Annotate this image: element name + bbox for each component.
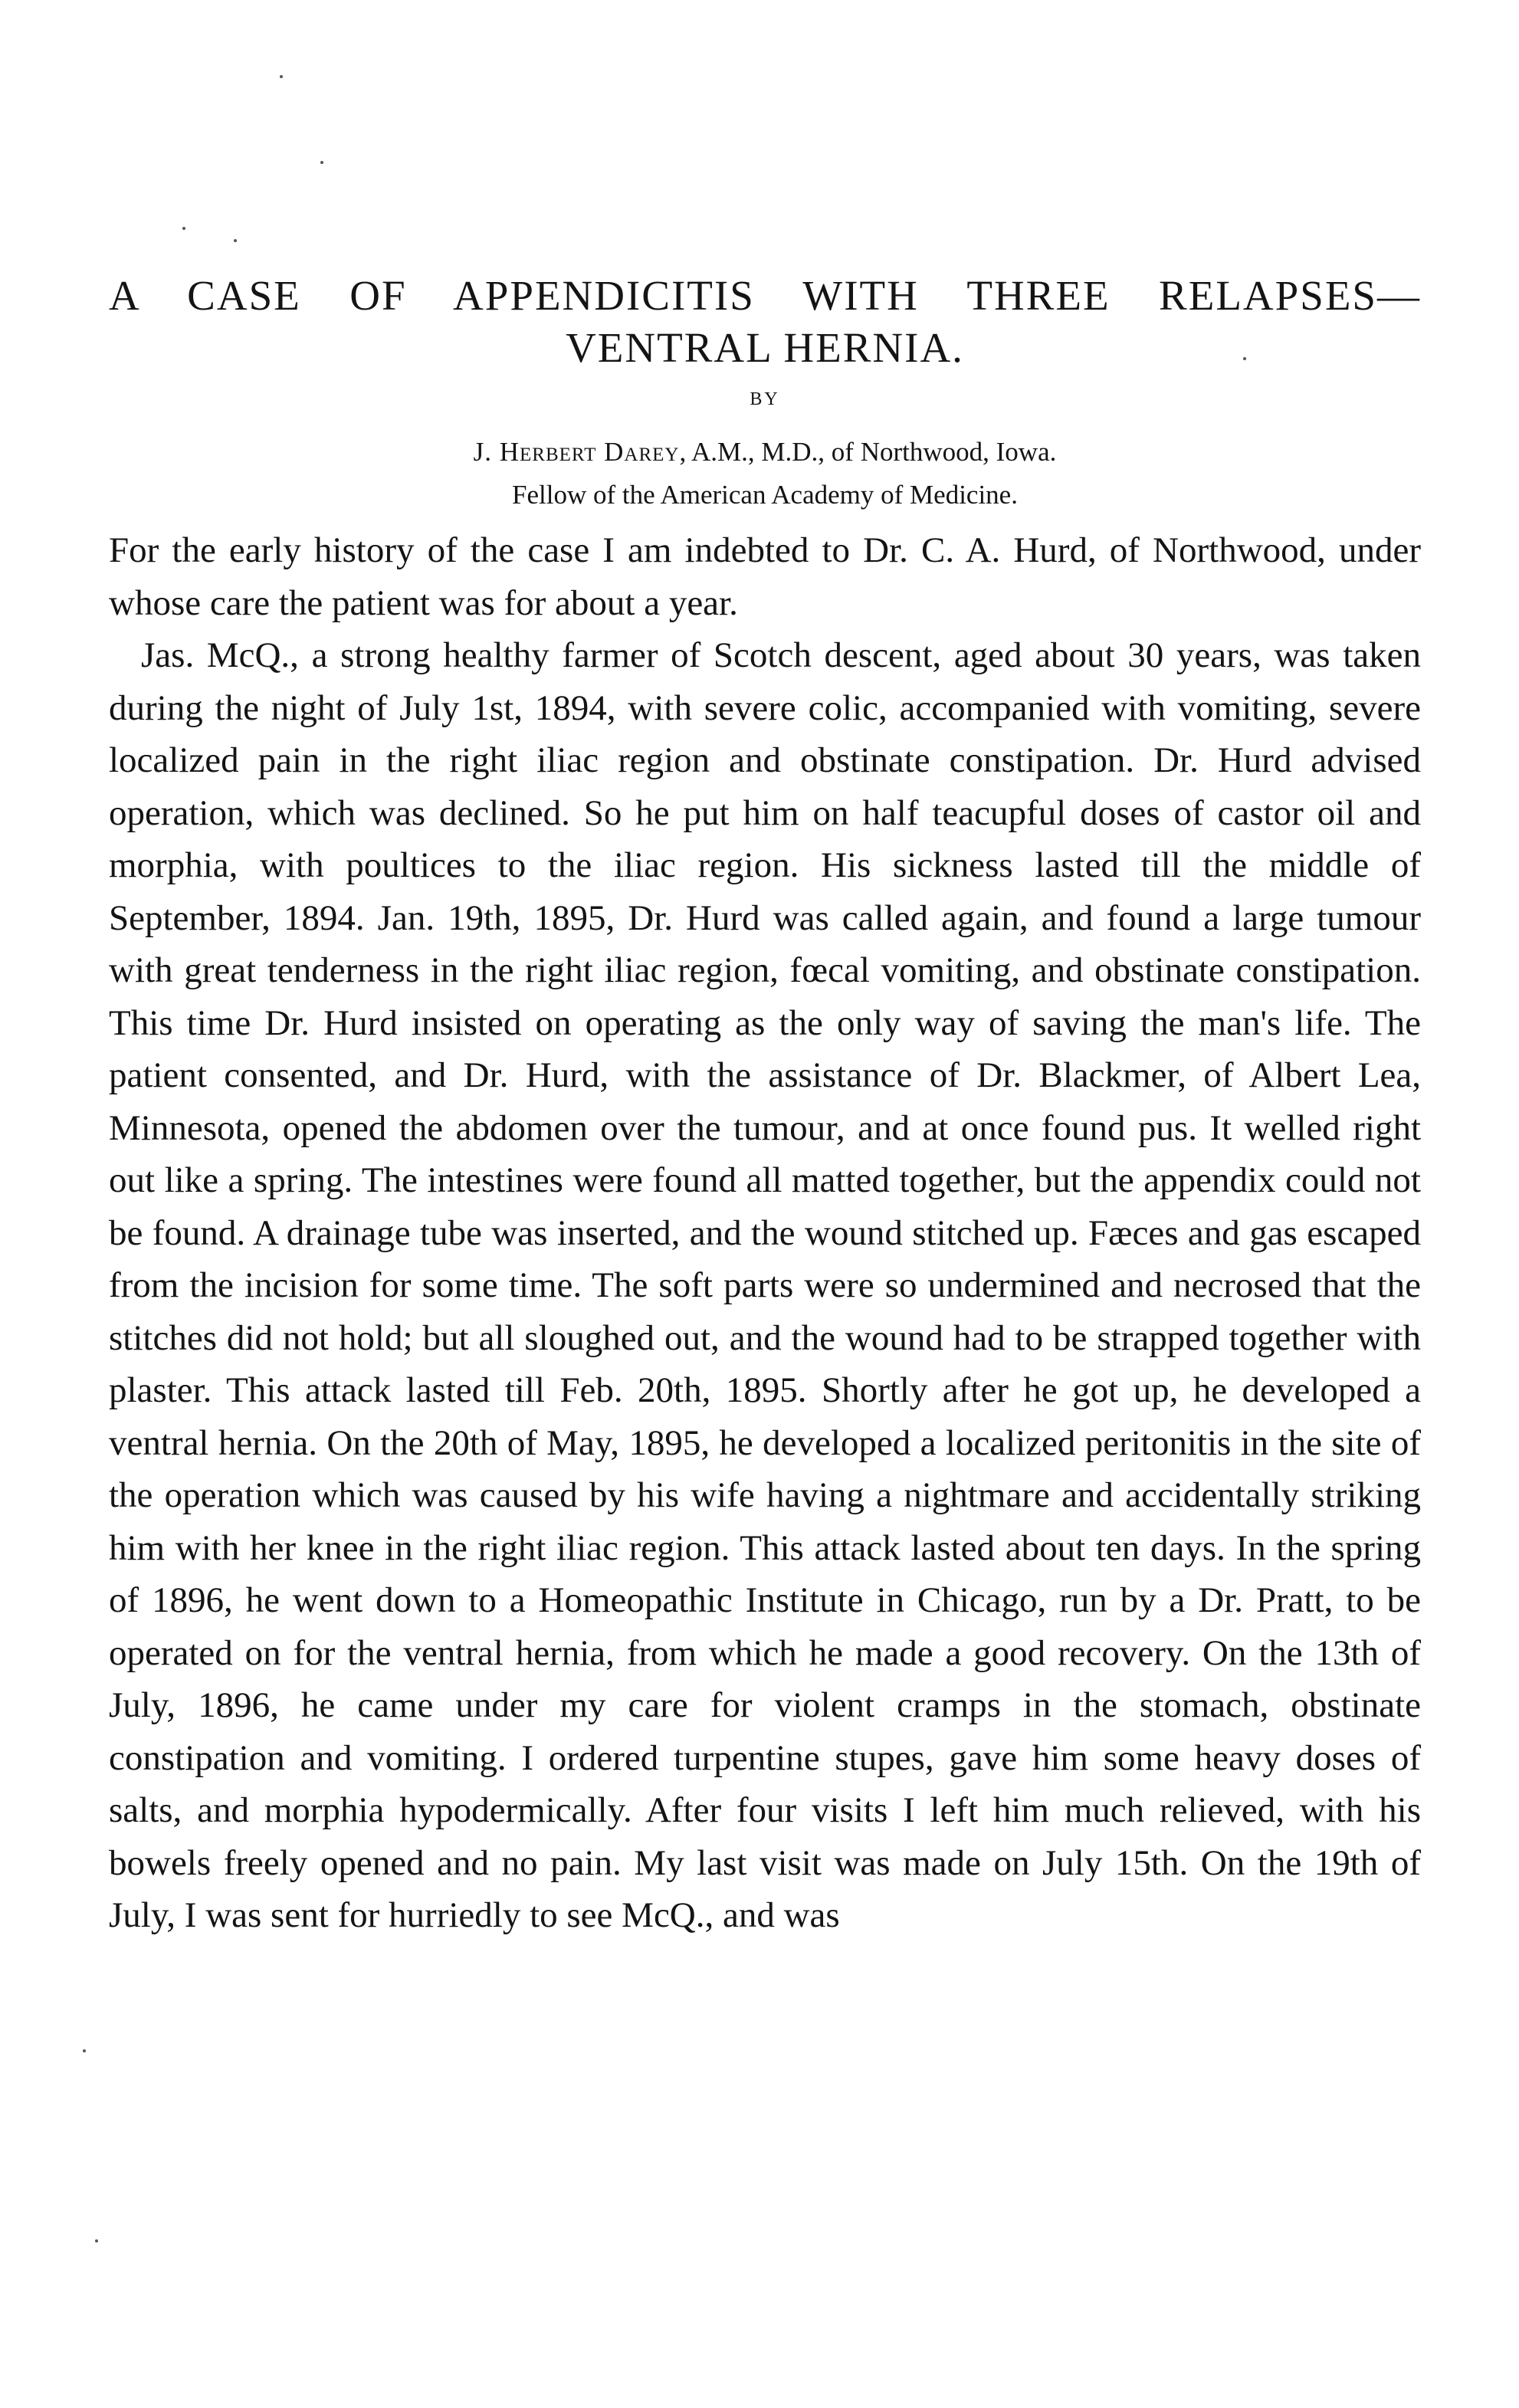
journal-page [109, 270, 1421, 1942]
title-line-2: VENTRAL HERNIA. [566, 324, 964, 371]
speck [182, 227, 185, 230]
article-body [109, 524, 1421, 1942]
author-name: J. Herbert Darey [473, 437, 680, 467]
author-affiliation: Fellow of the American Academy of Medicine. [512, 480, 1018, 510]
speck [95, 2239, 98, 2242]
speck [280, 75, 283, 78]
speck [83, 2049, 86, 2052]
title-line-1: A CASE OF APPENDICITIS WITH THREE RELAPSES— [109, 272, 1421, 319]
paragraph-2: Jas. McQ., a strong healthy farmer of Scotch descent, aged about 30 years, was taken during the night of July 1st, 1894, with severe colic, accompanied with vomiting, severe localized pain in the right iliac region and obstinate constipation. Dr. Hurd advised operation, which was declined. So he put him on half teacupful doses of castor oil and morphia, with poultices to the iliac region. His sickness lasted till the middle of September, 1894. Jan. 19th, 1895, Dr. Hurd was called again, and found a large tumour with great tenderness in the right iliac region, fœcal vomiting, and obstinate constipation. This time Dr. Hurd insisted on operating as the only way of saving the man's life. The patient consented, and Dr. Hurd, with the assistance of Dr. Blackmer, of Albert Lea, Minnesota, opened the abdomen over the tumour, and at once found pus. It welled right out like a spring. The intestines were found all matted together, but the appendix could not be found. A drainage tube was inserted, and the wound stitched up. Fæces and gas escaped from the incision for some time. The soft parts were so undermined and necrosed that the stitches did not hold; but all sloughed out, and the wound had to be strapped together with plaster. This attack lasted till Feb. 20th, 1895. Shortly after he got up, he developed a ventral hernia. On the 20th of May, 1895, he developed a localized peritonitis in the site of the operation which was caused by his wife having a nightmare and accidentally striking him with her knee in the right iliac region. This attack lasted about ten days. In the spring of 1896, he went down to a Homeopathic Institute in Chicago, run by a Dr. Pratt, to be operated on for the ventral hernia, from which he made a good recovery. On the 13th of July, 1896, he came under my care for violent cramps in the stomach, obstinate constipation and vomiting. I ordered turpentine stupes, gave him some heavy doses of salts, and morphia hypodermically. After four visits I left him much relieved, with his bowels freely opened and no pain. My last visit was made on July 15th. On the 19th of July, I was sent for hurriedly to see McQ., and was [109, 635, 1421, 1935]
author-line [109, 431, 1421, 474]
speck [234, 239, 237, 242]
paragraph-1: For the early history of the case I am indebted to Dr. C. A. Hurd, of Northwood, under whose care the patient was for about a year. [109, 530, 1421, 623]
article-title [109, 270, 1421, 374]
author-credentials: , A.M., M.D., of Northwood, Iowa. [679, 437, 1057, 467]
speck [320, 161, 323, 164]
byline-by: BY [750, 389, 780, 409]
